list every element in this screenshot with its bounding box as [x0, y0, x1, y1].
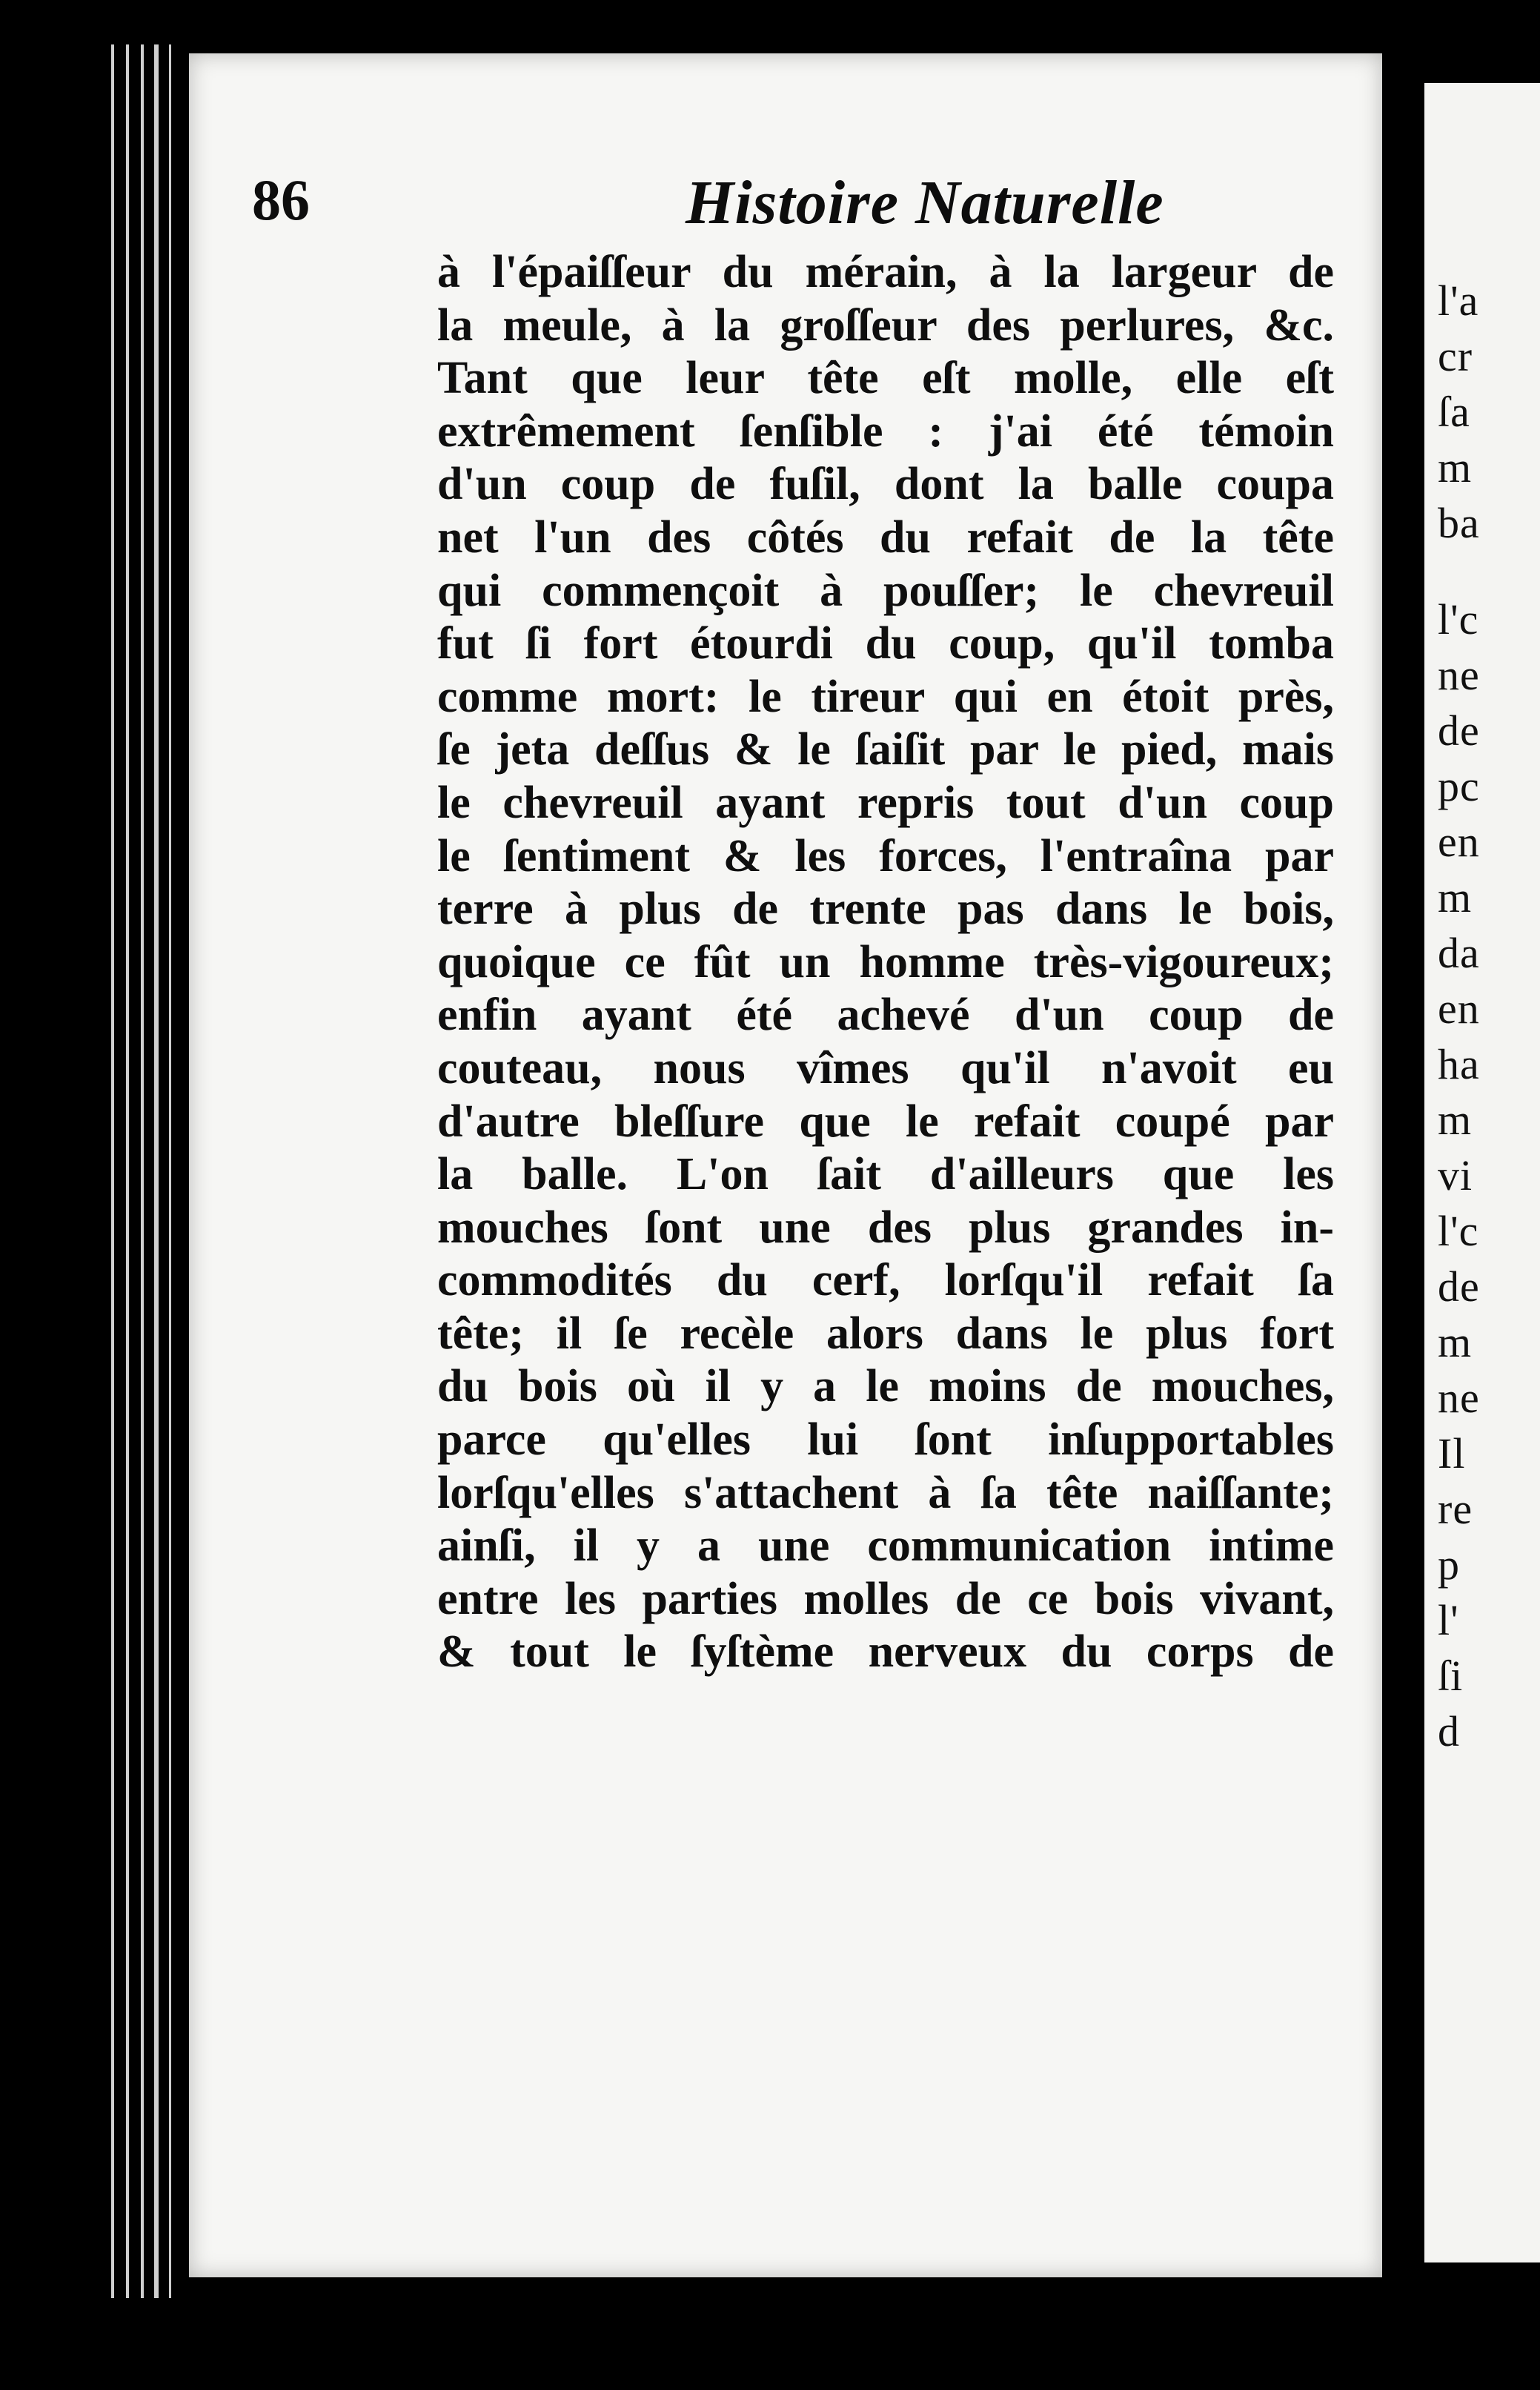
text-line: mouches ſont une des plus grandes in- [437, 1202, 1334, 1253]
facing-page-fragment [1424, 83, 1540, 2262]
text-line: comme mort: le tireur qui en étoit près, [437, 671, 1334, 722]
facing-text-fragment: l'c [1438, 595, 1479, 643]
facing-text-fragment: p [1438, 1540, 1460, 1589]
facing-text-fragment: l'c [1438, 1207, 1479, 1255]
page-edge-line [169, 44, 171, 2298]
facing-text-fragment: en [1438, 818, 1480, 866]
facing-text-fragment: Il [1438, 1429, 1466, 1477]
facing-text-fragment: de [1438, 706, 1480, 755]
text-line: & tout le ſyſtème nerveux du corps de [437, 1626, 1334, 1678]
text-line: Tant que leur tête eſt molle, elle eſt [437, 353, 1334, 404]
page-edge-line [111, 44, 114, 2298]
page-edge-line [126, 44, 129, 2298]
facing-text-fragment: pc [1438, 762, 1480, 810]
text-line: commodités du cerf, lorſqu'il refait ſa [437, 1255, 1334, 1306]
text-line: à l'épaiſſeur du mérain, à la largeur de [437, 247, 1334, 297]
text-line: la meule, à la groſſeur des perlures, &c. [437, 299, 1334, 351]
body-text [437, 246, 1334, 1679]
page-edge-line [154, 44, 159, 2298]
facing-text-fragment: ſi [1438, 1652, 1464, 1700]
facing-text-fragment: cr [1438, 332, 1473, 380]
text-line: le chevreuil ayant repris tout d'un coup [437, 777, 1334, 828]
text-line: tête; il ſe recèle alors dans le plus fort [437, 1308, 1334, 1359]
facing-text-fragment: da [1438, 929, 1480, 977]
text-line: la balle. L'on ſait d'ailleurs que les [437, 1149, 1334, 1200]
text-line: qui commençoit à pouſſer; le chevreuil [437, 565, 1334, 616]
page-number: 86 [252, 168, 310, 232]
text-line: lorſqu'elles s'attachent à ſa tête naiſſante; [437, 1467, 1334, 1518]
book-edge-gutter [0, 0, 193, 2390]
text-line: d'autre bleſſure que le refait coupé par [437, 1096, 1334, 1147]
page-edge-line [141, 44, 144, 2298]
text-line: le ſentiment & les forces, l'entraîna par [437, 830, 1334, 881]
facing-text-fragment: ſa [1438, 388, 1470, 436]
facing-text-fragment: l' [1438, 1596, 1459, 1644]
text-line: extrêmement ſenſible : j'ai été témoin [437, 405, 1334, 457]
text-line: fut ſi fort étourdi du coup, qu'il tomba [437, 618, 1334, 669]
facing-text-fragment: ne [1438, 651, 1480, 699]
facing-text-fragment: de [1438, 1262, 1480, 1311]
facing-text-fragment: re [1438, 1485, 1473, 1533]
text-line: couteau, nous vîmes qu'il n'avoit eu [437, 1042, 1334, 1093]
text-line: parce qu'elles lui ſont inſupportables [437, 1414, 1334, 1466]
facing-text-fragment: d [1438, 1707, 1460, 1755]
facing-text-fragment: l'a [1438, 277, 1479, 325]
facing-text-fragment: m [1438, 1096, 1473, 1144]
text-line: du bois où il y a le moins de mouches, [437, 1361, 1334, 1412]
text-line: quoique ce fût un homme très-vigoureux; [437, 936, 1334, 987]
facing-text-fragment: m [1438, 873, 1473, 921]
facing-text-fragment: ha [1438, 1040, 1480, 1088]
text-line: net l'un des côtés du refait de la tête [437, 512, 1334, 563]
text-line: d'un coup de fuſil, dont la balle coupa [437, 459, 1334, 510]
facing-text-fragment: vi [1438, 1151, 1473, 1199]
running-head: Histoire Naturelle [686, 168, 1164, 237]
facing-text-fragment: ne [1438, 1374, 1480, 1422]
facing-text-fragment: en [1438, 984, 1480, 1033]
text-line: entre les parties molles de ce bois vivant, [437, 1573, 1334, 1624]
text-line: ainſi, il y a une communication intime [437, 1520, 1334, 1572]
facing-text-fragment: m [1438, 443, 1473, 491]
facing-text-fragment: m [1438, 1318, 1473, 1366]
text-line: enfin ayant été achevé d'un coup de [437, 990, 1334, 1041]
text-line: terre à plus de trente pas dans le bois, [437, 884, 1334, 935]
text-line: ſe jeta deſſus & le ſaiſit par le pied, mais [437, 724, 1334, 775]
facing-text-fragment: ba [1438, 499, 1480, 547]
